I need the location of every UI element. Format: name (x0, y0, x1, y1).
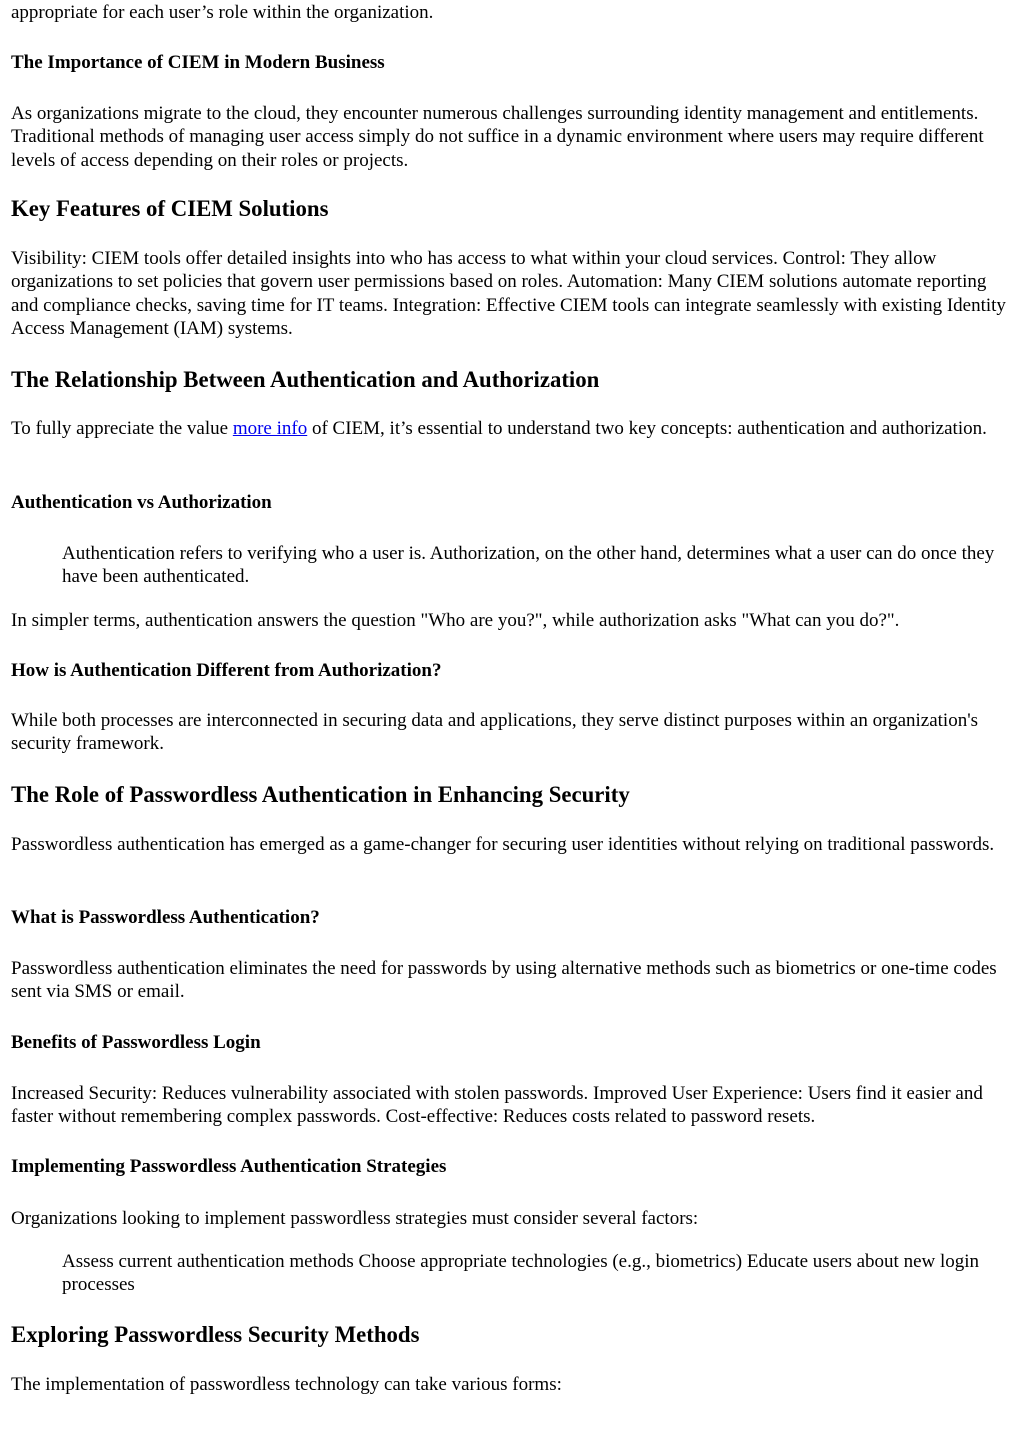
authvs-quote: Authentication refers to verifying who a user is. Authorization, on the other hand, determines what a user can do once they have been authenticated. (62, 543, 995, 588)
relationship-paragraph (11, 417, 1011, 440)
authvs-heading: Authentication vs Authorization (11, 492, 272, 513)
relationship-text-before: To fully appreciate the value (11, 418, 233, 439)
what-paragraph: Passwordless authentication eliminates the need for passwords by using alternative methods such as biometrics or one-time codes sent via SMS or email. (11, 958, 997, 1003)
relationship-text-after: of CIEM, it’s essential to understand two key concepts: authentication and authorization. (307, 418, 987, 439)
exploring-paragraph: The implementation of passwordless technology can take various forms: (11, 1374, 562, 1395)
features-heading: Key Features of CIEM Solutions (11, 196, 329, 221)
what-heading: What is Passwordless Authentication? (11, 907, 320, 928)
benefits-paragraph: Increased Security: Reduces vulnerability associated with stolen passwords. Improved User Experience: Users find it easier and faster without remembering complex passwords. Cost-effective: Reduces costs related to password resets. (11, 1083, 983, 1128)
howdiff-paragraph: While both processes are interconnected in securing data and applications, they serve distinct purposes within an organization's security framework. (11, 710, 979, 755)
authvs-paragraph: In simpler terms, authentication answers the question "Who are you?", while authorization asks "What can you do?". (11, 610, 900, 631)
importance-heading: The Importance of CIEM in Modern Business (11, 52, 385, 73)
implementing-paragraph: Organizations looking to implement passwordless strategies must consider several factors: (11, 1208, 699, 1229)
role-heading: The Role of Passwordless Authentication in Enhancing Security (11, 782, 630, 807)
importance-paragraph: As organizations migrate to the cloud, they encounter numerous challenges surrounding identity management and entitlements. Traditional methods of managing user access simply do not suffice in a dynamic environment where users may require different levels of access depending on their roles or projects. (11, 103, 984, 171)
benefits-heading: Benefits of Passwordless Login (11, 1032, 261, 1053)
implementing-quote: Assess current authentication methods Choose appropriate technologies (e.g., biometrics) Educate users about new login processes (62, 1251, 980, 1296)
implementing-heading: Implementing Passwordless Authentication Strategies (11, 1156, 447, 1177)
intro-tail-paragraph: appropriate for each user’s role within the organization. (11, 2, 434, 23)
exploring-heading: Exploring Passwordless Security Methods (11, 1322, 420, 1347)
role-paragraph: Passwordless authentication has emerged as a game-changer for securing user identities without relying on traditional passwords. (11, 834, 995, 855)
more-info-link[interactable]: more info (232, 418, 308, 439)
relationship-heading: The Relationship Between Authentication and Authorization (11, 367, 600, 392)
features-paragraph: Visibility: CIEM tools offer detailed insights into who has access to what within your cloud services. Control: They allow organizations to set policies that govern user permissions based on roles. Automation: Many CIEM solutions automate reporting and compliance checks, saving time for IT teams. Integration: Effective CIEM tools can integrate seamlessly with existing Identity Access Management (IAM) systems. (11, 248, 1006, 340)
howdiff-heading: How is Authentication Different from Authorization? (11, 660, 442, 681)
